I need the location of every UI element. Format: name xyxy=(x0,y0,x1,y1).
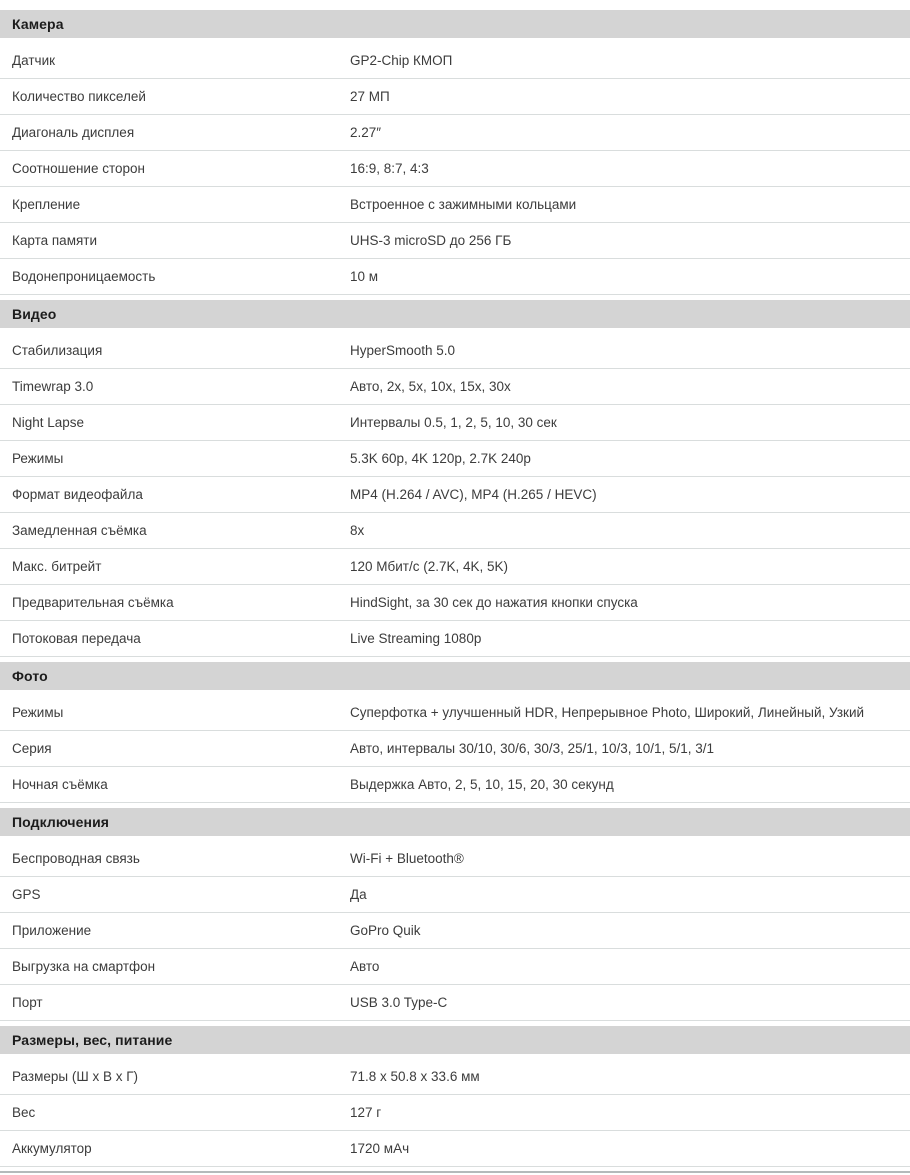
spec-label: Стабилизация xyxy=(12,343,103,358)
spec-row xyxy=(0,731,910,767)
spec-value: 120 Мбит/с (2.7K, 4K, 5K) xyxy=(350,559,509,574)
spec-label: Выгрузка на смартфон xyxy=(12,959,156,974)
spec-section xyxy=(0,10,910,295)
spec-row xyxy=(0,151,910,187)
spec-row xyxy=(0,985,910,1021)
spec-label: Режимы xyxy=(12,451,64,466)
spec-label: Датчик xyxy=(12,53,56,68)
table-bottom-rule xyxy=(0,1171,910,1173)
spec-value: 1720 мАч xyxy=(350,1141,410,1156)
spec-label: Карта памяти xyxy=(12,233,98,248)
spec-row xyxy=(0,259,910,295)
spec-value: GP2-Chip КМОП xyxy=(350,53,453,68)
spec-row xyxy=(0,477,910,513)
spec-value: 27 МП xyxy=(350,89,390,104)
spec-value: 5.3K 60p, 4K 120p, 2.7K 240p xyxy=(350,451,531,466)
spec-label: Ночная съёмка xyxy=(12,777,108,792)
spec-label: Timewrap 3.0 xyxy=(12,379,94,394)
spec-label: Порт xyxy=(12,995,43,1010)
spec-row xyxy=(0,877,910,913)
spec-row xyxy=(0,369,910,405)
spec-label: Режимы xyxy=(12,705,64,720)
spec-label: Night Lapse xyxy=(12,415,85,430)
spec-row xyxy=(0,441,910,477)
spec-label: Диагональ дисплея xyxy=(12,125,135,140)
spec-label: Формат видеофайла xyxy=(12,487,143,502)
section-rows xyxy=(0,1059,910,1167)
section-header: Камера xyxy=(0,10,910,38)
spec-label: Потоковая передача xyxy=(12,631,141,646)
spec-value: 16:9, 8:7, 4:3 xyxy=(350,161,429,176)
spec-value: Авто, интервалы 30/10, 30/6, 30/3, 25/1, 10/3, 10/1, 5/1, 3/1 xyxy=(350,741,715,756)
spec-value: HindSight, за 30 сек до нажатия кнопки спуска xyxy=(350,595,638,610)
spec-row xyxy=(0,913,910,949)
spec-row xyxy=(0,841,910,877)
spec-section xyxy=(0,662,910,803)
spec-row xyxy=(0,1095,910,1131)
spec-row xyxy=(0,223,910,259)
spec-label: Крепление xyxy=(12,197,81,212)
spec-value: 127 г xyxy=(350,1105,382,1120)
spec-row xyxy=(0,1131,910,1167)
spec-label: Водонепроницаемость xyxy=(12,269,156,284)
section-header: Фото xyxy=(0,662,910,690)
spec-value: Wi-Fi + Bluetooth® xyxy=(350,851,464,866)
spec-label: Размеры (Ш х В х Г) xyxy=(12,1069,139,1084)
spec-label: Макс. битрейт xyxy=(12,559,102,574)
spec-row xyxy=(0,187,910,223)
spec-label: Соотношение сторон xyxy=(12,161,145,176)
spec-value: 2.27″ xyxy=(350,125,382,140)
spec-row xyxy=(0,621,910,657)
section-rows xyxy=(0,841,910,1021)
spec-value: UHS-3 microSD до 256 ГБ xyxy=(350,233,512,248)
spec-value: Выдержка Авто, 2, 5, 10, 15, 20, 30 секунд xyxy=(350,777,614,792)
spec-value: 10 м xyxy=(350,269,379,284)
spec-row xyxy=(0,585,910,621)
spec-value: GoPro Quik xyxy=(350,923,421,938)
spec-label: Замедленная съёмка xyxy=(12,523,147,538)
spec-row xyxy=(0,405,910,441)
spec-label: Серия xyxy=(12,741,52,756)
section-header: Размеры, вес, питание xyxy=(0,1026,910,1054)
spec-value: 71.8 x 50.8 x 33.6 мм xyxy=(350,1069,480,1084)
spec-value: Авто, 2x, 5x, 10x, 15x, 30x xyxy=(350,379,511,394)
section-rows xyxy=(0,695,910,803)
spec-section xyxy=(0,300,910,657)
spec-row xyxy=(0,767,910,803)
spec-row xyxy=(0,949,910,985)
spec-row xyxy=(0,43,910,79)
spec-row xyxy=(0,549,910,585)
spec-value: MP4 (H.264 / AVC), MP4 (H.265 / HEVC) xyxy=(350,487,597,502)
spec-row xyxy=(0,333,910,369)
spec-row xyxy=(0,1059,910,1095)
spec-row xyxy=(0,79,910,115)
spec-row xyxy=(0,513,910,549)
spec-row xyxy=(0,115,910,151)
spec-section xyxy=(0,808,910,1021)
spec-label: Аккумулятор xyxy=(12,1141,92,1156)
spec-row xyxy=(0,695,910,731)
spec-section xyxy=(0,1026,910,1167)
spec-label: Приложение xyxy=(12,923,92,938)
spec-value: HyperSmooth 5.0 xyxy=(350,343,456,358)
spec-value: Интервалы 0.5, 1, 2, 5, 10, 30 сек xyxy=(350,415,557,430)
spec-value: Да xyxy=(350,887,367,902)
spec-value: Авто xyxy=(350,959,380,974)
section-header: Видео xyxy=(0,300,910,328)
spec-label: Количество пикселей xyxy=(12,89,146,104)
spec-value: Встроенное с зажимными кольцами xyxy=(350,197,577,212)
section-rows xyxy=(0,333,910,657)
spec-value: Суперфотка + улучшенный HDR, Непрерывное Photo, Широкий, Линейный, Узкий xyxy=(350,705,865,720)
spec-label: Беспроводная связь xyxy=(12,851,140,866)
section-header: Подключения xyxy=(0,808,910,836)
spec-value: USB 3.0 Type-C xyxy=(350,995,448,1010)
spec-value: Live Streaming 1080p xyxy=(350,631,482,646)
section-rows xyxy=(0,43,910,295)
spec-label: GPS xyxy=(12,887,41,902)
spec-label: Предварительная съёмка xyxy=(12,595,174,610)
spec-value: 8x xyxy=(350,523,365,538)
spec-label: Вес xyxy=(12,1105,36,1120)
